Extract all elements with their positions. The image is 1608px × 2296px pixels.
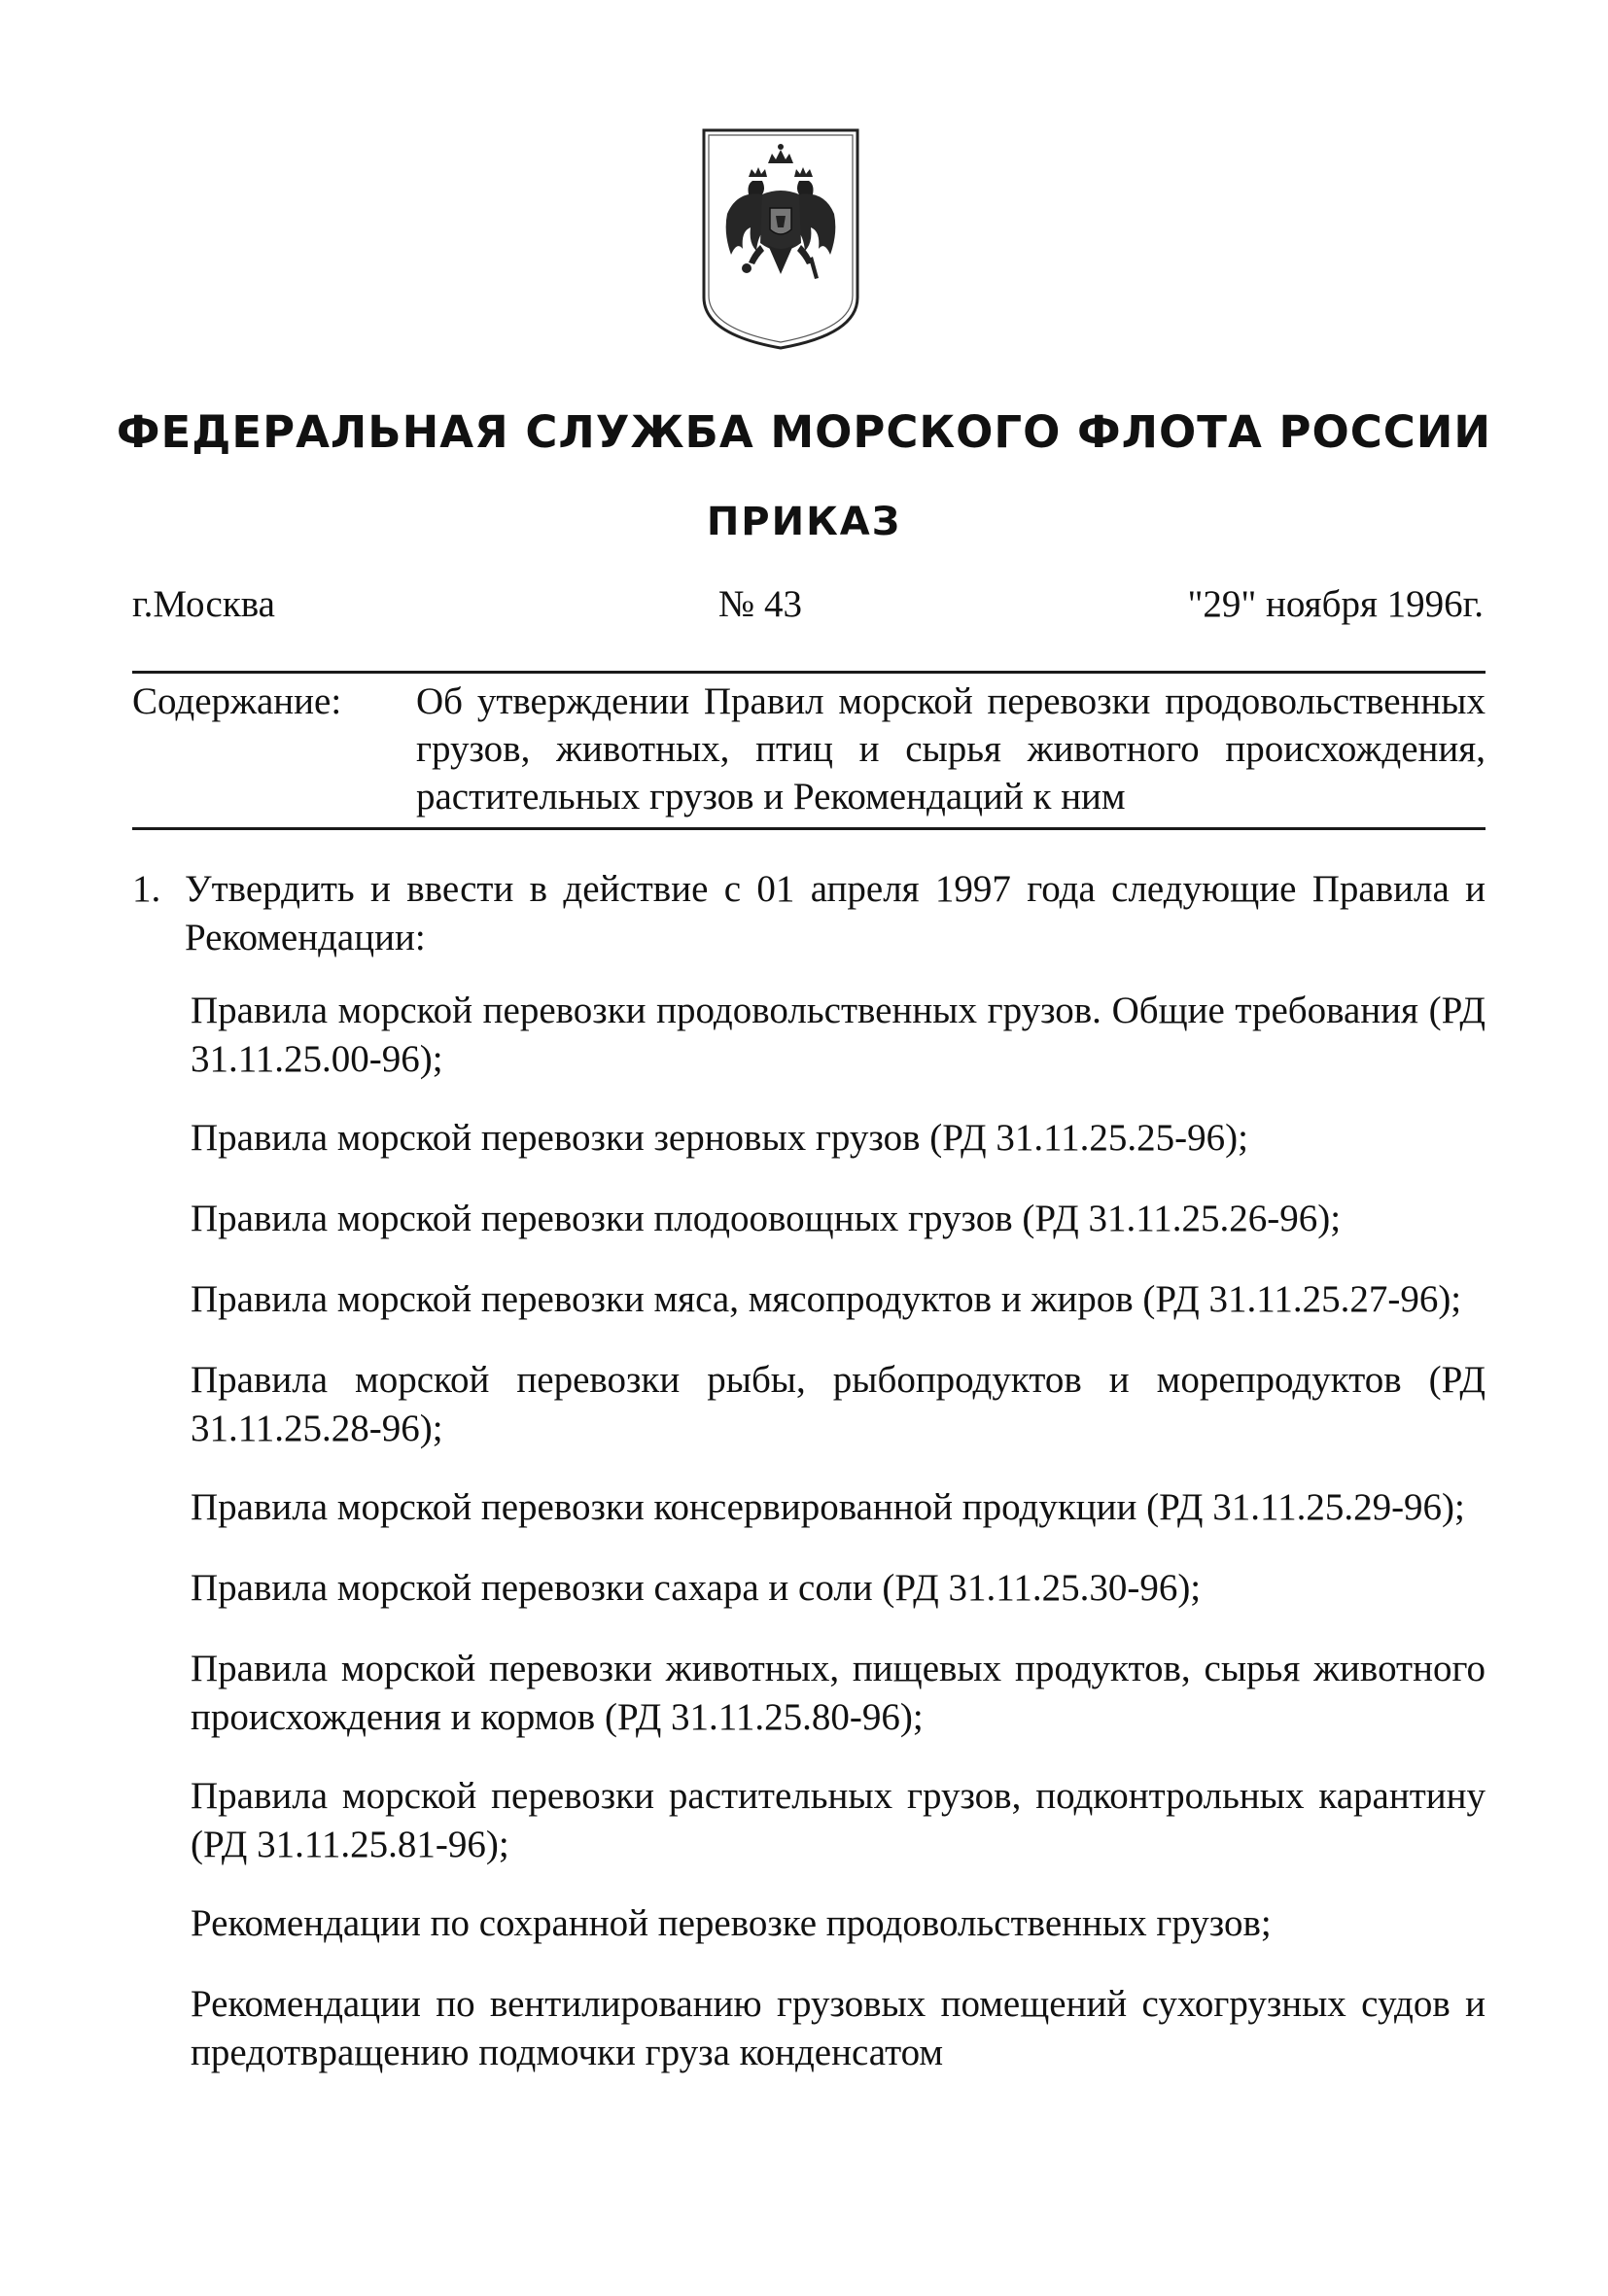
subject-label: Содержание:: [132, 680, 342, 722]
list-item: Правила морской перевозки консервированной продукции (РД 31.11.25.29-96);: [191, 1486, 1465, 1528]
item-intro: Утвердить и ввести в действие с 01 апреля 1997 года следующие Правила и Рекомендации:: [185, 868, 1486, 958]
list-item: Правила морской перевозки плодоовощных грузов (РД 31.11.25.26-96);: [191, 1198, 1342, 1239]
divider-bottom: [132, 827, 1486, 830]
approved-documents-list: [191, 987, 1486, 2107]
list-item: Правила морской перевозки зерновых грузов (РД 31.11.25.25-96);: [191, 1117, 1248, 1159]
order-date: "29" ноября 1996г.: [1187, 583, 1484, 625]
agency-title: ФЕДЕРАЛЬНАЯ СЛУЖБА МОРСКОГО ФЛОТА РОССИИ: [116, 406, 1492, 458]
order-number: № 43: [718, 583, 802, 625]
russian-coat-of-arms-icon: [698, 126, 863, 352]
subject-text: Об утверждении Правил морской перевозки продовольственных грузов, животных, птиц и сырья животного происхождения, растительных грузов и Рекомендаций к ним: [416, 680, 1486, 818]
list-item: Правила морской перевозки мяса, мясопродуктов и жиров (РД 31.11.25.27-96);: [191, 1278, 1462, 1320]
list-item: Рекомендации по сохранной перевозке продовольственных грузов;: [191, 1902, 1272, 1944]
coat-of-arms-emblem: [698, 126, 863, 352]
city: г.Москва: [132, 583, 275, 625]
list-item: Правила морской перевозки животных, пищевых продуктов, сырья животного происхождения и кормов (РД 31.11.25.80-96);: [191, 1648, 1486, 1738]
list-item: Правила морской перевозки рыбы, рыбопродуктов и морепродуктов (РД 31.11.25.28-96);: [191, 1359, 1486, 1449]
list-item: Правила морской перевозки продовольственных грузов. Общие требования (РД 31.11.25.00-96);: [191, 990, 1486, 1080]
item-number: 1.: [132, 868, 161, 910]
document-type: ПРИКАЗ: [706, 500, 902, 544]
list-item: Рекомендации по вентилированию грузовых помещений сухогрузных судов и предотвращению подмочки груза конденсатом: [191, 1983, 1486, 2073]
list-item: Правила морской перевозки растительных грузов, подконтрольных карантину (РД 31.11.25.81-96);: [191, 1775, 1486, 1865]
list-item: Правила морской перевозки сахара и соли (РД 31.11.25.30-96);: [191, 1567, 1202, 1609]
divider-top: [132, 671, 1486, 674]
